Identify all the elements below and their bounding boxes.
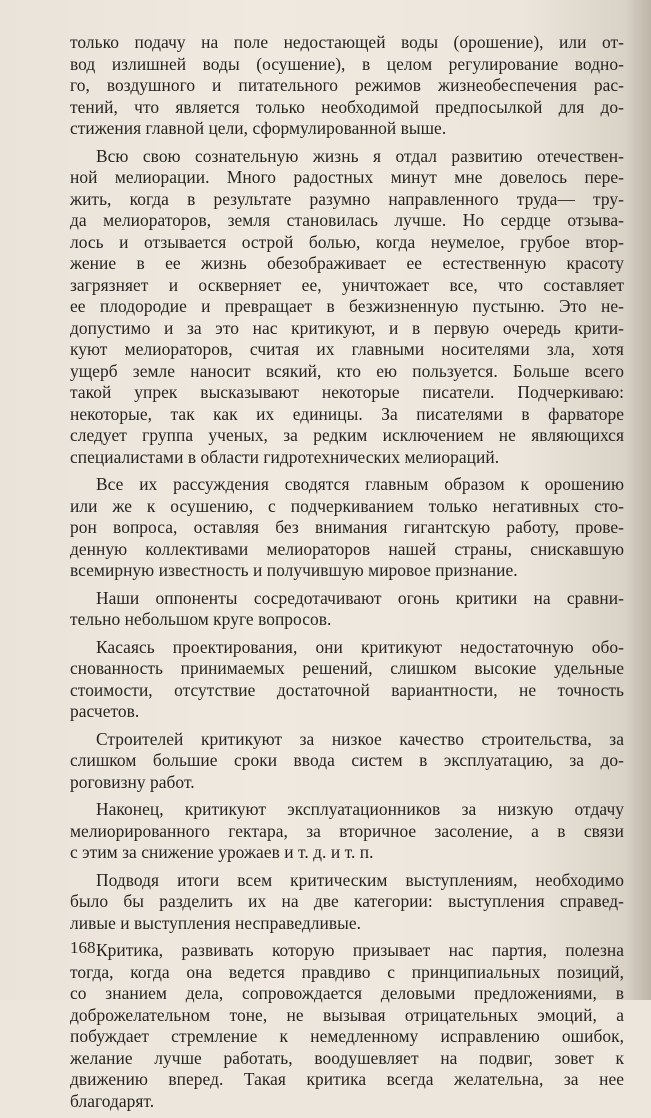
- text-line: только подачу на поле недостающей воды (орошение), или от-: [70, 32, 624, 52]
- text-line: со знанием дела, сопровождается деловыми предложениями, в: [70, 983, 624, 1003]
- text-line: ее плодородие и превращает в безжизненную пустыню. Это не-: [70, 296, 624, 316]
- text-line: было бы разделить их на две категории: выступления справед-: [70, 891, 624, 911]
- text-line: Всю свою сознательную жизнь я отдал развитию отечествен-: [96, 145, 624, 166]
- text-line: доброжелательном тоне, не вызывая отрицательных эмоций, а: [70, 1004, 624, 1025]
- text-line: куют мелиораторов, считая их главными носителями зла, хотя: [70, 339, 624, 359]
- text-line: слишком большие сроки ввода систем в эксплуатацию, за до-: [70, 750, 624, 770]
- text-line: побуждает стремление к немедленному исправлению ошибок,: [70, 1026, 624, 1046]
- text-line: следует группа ученых, за редким исключением не являющихся: [70, 425, 624, 445]
- text-line: денную коллективами мелиораторов нашей страны, снискавшую: [70, 538, 624, 559]
- paragraph-7: [70, 799, 624, 864]
- paragraph-4: [70, 588, 624, 631]
- text-line: рон вопроса, оставляя без внимания гигантскую работу, прове-: [70, 517, 624, 537]
- text-line: желание лучше работать, воодушевляет на подвиг, зовет к: [70, 1047, 624, 1068]
- paragraph-8: [70, 870, 624, 935]
- text-line: да мелиораторов, земля становилась лучше. Но сердце отзыва-: [70, 210, 624, 230]
- paragraph-5: [70, 637, 624, 723]
- text-line: Строителей критикуют за низкое качество строительства, за: [96, 728, 624, 749]
- text-line: мелиорированного гектара, за вторичное засоление, а в связи: [70, 820, 624, 841]
- paragraph-2: [70, 146, 624, 469]
- text-line: ущерб земле наносит всякий, кто ею пользуется. Больше всего: [70, 360, 624, 381]
- text-line: го, воздушного и питательного режимов жизнеобеспечения рас-: [70, 75, 624, 95]
- text-line: благодарят.: [70, 1090, 155, 1111]
- text-line: с этим за снижение урожаев и т. д. и т. п.: [70, 842, 374, 862]
- text-line: движению вперед. Такая критика всегда желательна, за нее: [70, 1069, 624, 1089]
- text-line: жение в ее жизнь обезображивает ее естественную красоту: [70, 253, 624, 273]
- text-line: вод излишней воды (осушение), в целом регулирование водно-: [70, 53, 624, 74]
- text-line: всемирную известность и получившую мировое признание.: [70, 560, 518, 580]
- text-line: тений, что является только необходимой предпосылкой для до-: [70, 96, 624, 117]
- text-line: ливые и выступления несправедливые.: [70, 912, 361, 933]
- text-line: жить, когда в результате разумно направленного труда— тру-: [70, 188, 624, 209]
- text-line: Наконец, критикуют эксплуатационников за низкую отдачу: [96, 799, 624, 819]
- text-line: Касаясь проектирования, они критикуют недостаточную обо-: [96, 636, 624, 657]
- paragraph-1: [70, 32, 624, 140]
- text-line: тельно небольшом круге вопросов.: [70, 609, 332, 629]
- text-line: или же к осушению, с подчеркиванием только негативных сто-: [70, 495, 624, 516]
- text-line: загрязняет и оскверняет ее, уничтожает все, что составляет: [70, 274, 624, 295]
- text-line: допустимо и за это нас критикуют, и в первую очередь крити-: [70, 317, 624, 338]
- text-line: лось и отзывается острой болью, когда неумелое, грубое втор-: [70, 231, 624, 252]
- text-line: ной мелиорации. Много радостных минут мне довелось пере-: [70, 167, 624, 187]
- text-line: роговизну работ.: [70, 771, 195, 792]
- text-line: снованность принимаемых решений, слишком высокие удельные: [70, 658, 624, 678]
- text-line: Наши оппоненты сосредотачивают огонь критики на сравни-: [96, 587, 624, 608]
- text-line: стоимости, отсутствие достаточной вариантности, не точность: [70, 679, 624, 700]
- text-line: стижения главной цели, сформулированной выше.: [70, 118, 447, 138]
- page-body-text: [70, 32, 624, 1118]
- page-number: 168: [70, 938, 96, 957]
- paragraph-9: [70, 940, 624, 1112]
- text-line: тогда, когда она ведется правдиво с принципиальных позиций,: [70, 961, 624, 982]
- text-line: Подводя итоги всем критическим выступлениям, необходимо: [96, 869, 624, 890]
- paragraph-6: [70, 729, 624, 794]
- text-line: такой упрек высказывают некоторые писатели. Подчеркиваю:: [70, 382, 624, 402]
- paragraph-3: [70, 474, 624, 582]
- text-line: специалистами в области гидротехнических мелиораций.: [70, 446, 500, 467]
- text-line: Все их рассуждения сводятся главным образом к орошению: [96, 474, 624, 494]
- text-line: Критика, развивать которую призывает нас партия, полезна: [96, 940, 624, 960]
- text-line: расчетов.: [70, 701, 140, 721]
- text-line: некоторые, так как их единицы. За писателями в фарваторе: [70, 403, 624, 424]
